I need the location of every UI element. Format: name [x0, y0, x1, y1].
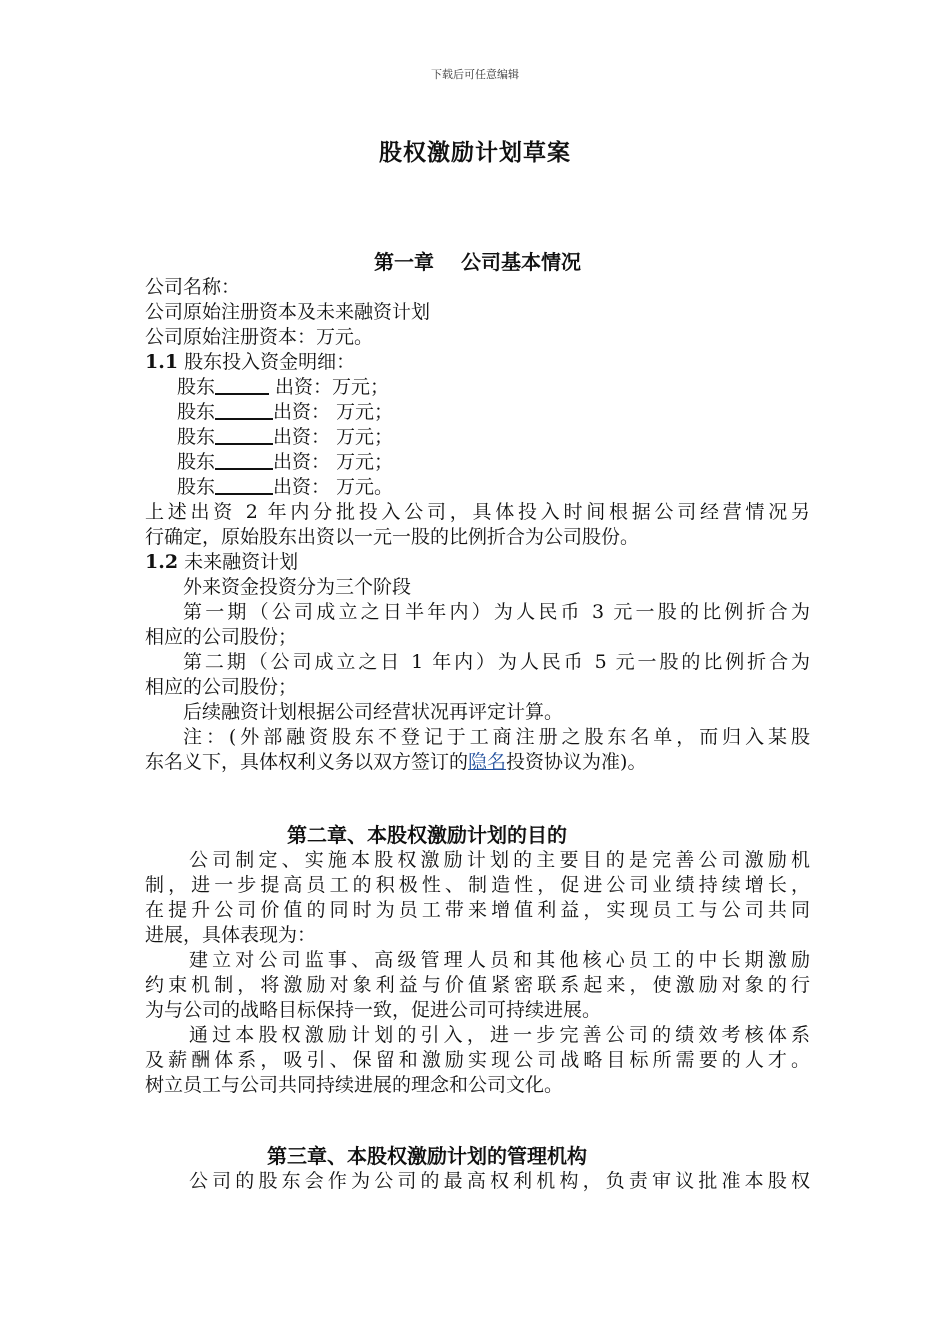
purpose-paragraph-line: 在提升公司价值的同时为员工带来增值利益，实现员工与公司共同	[145, 899, 810, 921]
section-1-2-title: 未来融资计划	[184, 551, 299, 573]
purpose-paragraph-line: 为与公司的战略目标保持一致，促进公司可持续进展。	[145, 999, 602, 1021]
document-body	[145, 250, 810, 1194]
purpose-paragraph-line: 制，进一步提高员工的积极性、制造性，促进公司业绩持续增长，	[145, 874, 810, 896]
shareholder-line: 股东 出资： 万元；	[177, 401, 394, 423]
shareholder-line: 股东 出资：万元；	[177, 376, 390, 398]
phase-2-line: 相应的公司股份；	[145, 676, 298, 698]
capital-plan-line: 公司原始注册资本及未来融资计划	[145, 301, 431, 323]
shareholder-line: 股东 出资： 万元；	[177, 426, 394, 448]
phase-1-line: 第一期（公司成立之日半年内）为人民币 3 元一股的比例折合为	[183, 601, 810, 623]
chapter-2-title: 第二章、本股权激励计划的目的	[287, 823, 567, 847]
purpose-paragraph-line: 及薪酬体系，吸引、保留和激励实现公司战略目标所需要的人才。	[145, 1049, 810, 1071]
phase-1-line: 相应的公司股份；	[145, 626, 298, 648]
hidden-name-link[interactable]: 隐名	[468, 751, 507, 773]
section-1-2-heading	[145, 550, 810, 575]
chapter-1-title: 第一章 公司基本情况	[374, 250, 581, 274]
note-line: 注：(外部融资股东不登记于工商注册之股东名单，而归入某股	[183, 726, 810, 748]
blank-field[interactable]	[215, 375, 269, 395]
purpose-paragraph-line: 进展，具体表现为：	[145, 924, 317, 946]
purpose-paragraph-line: 约束机制，将激励对象利益与价值紧密联系起来，使激励对象的行	[145, 974, 810, 996]
section-1-1-title: 股东投入资金明细：	[184, 351, 356, 373]
section-1-2-number: 1.2	[145, 551, 179, 573]
purpose-paragraph-line: 通过本股权激励计划的引入，进一步完善公司的绩效考核体系	[189, 1024, 810, 1046]
investment-paragraph-line: 上述出资 2 年内分批投入公司，具体投入时间根据公司经营情况另	[145, 501, 810, 523]
blank-field[interactable]	[215, 450, 273, 470]
followup-line: 后续融资计划根据公司经营状况再评定计算。	[183, 701, 564, 723]
blank-field[interactable]	[215, 475, 273, 495]
management-paragraph-line: 公司的股东会作为公司的最高权利机构，负责审议批准本股权	[189, 1170, 810, 1192]
shareholder-line: 股东 出资： 万元；	[177, 451, 394, 473]
section-1-1-number: 1.1	[145, 351, 179, 373]
section-1-1-heading	[145, 350, 810, 375]
page-header-note: 下载后可任意编辑	[431, 68, 519, 81]
document-title: 股权激励计划草案	[379, 139, 571, 166]
registered-capital-line: 公司原始注册资本：万元。	[145, 326, 374, 348]
chapter-3-title: 第三章、本股权激励计划的管理机构	[267, 1144, 587, 1168]
purpose-paragraph-line: 建立对公司监事、高级管理人员和其他核心员工的中长期激励	[189, 949, 810, 971]
shareholder-line: 股东 出资： 万元。	[177, 476, 394, 498]
stages-intro-line: 外来资金投资分为三个阶段	[183, 576, 412, 598]
company-name-line: 公司名称：	[145, 276, 241, 298]
purpose-paragraph-line: 公司制定、实施本股权激励计划的主要目的是完善公司激励机	[189, 849, 810, 871]
purpose-paragraph-line: 树立员工与公司共同持续进展的理念和公司文化。	[145, 1074, 564, 1096]
blank-field[interactable]	[215, 425, 273, 445]
blank-field[interactable]	[215, 400, 273, 420]
phase-2-line: 第二期（公司成立之日 1 年内）为人民币 5 元一股的比例折合为	[183, 651, 810, 673]
investment-paragraph-line: 行确定，原始股东出资以一元一股的比例折合为公司股份。	[145, 526, 640, 548]
note-line: 东名义下，具体权利义务以双方签订的隐名投资协议为准)。	[145, 750, 810, 775]
